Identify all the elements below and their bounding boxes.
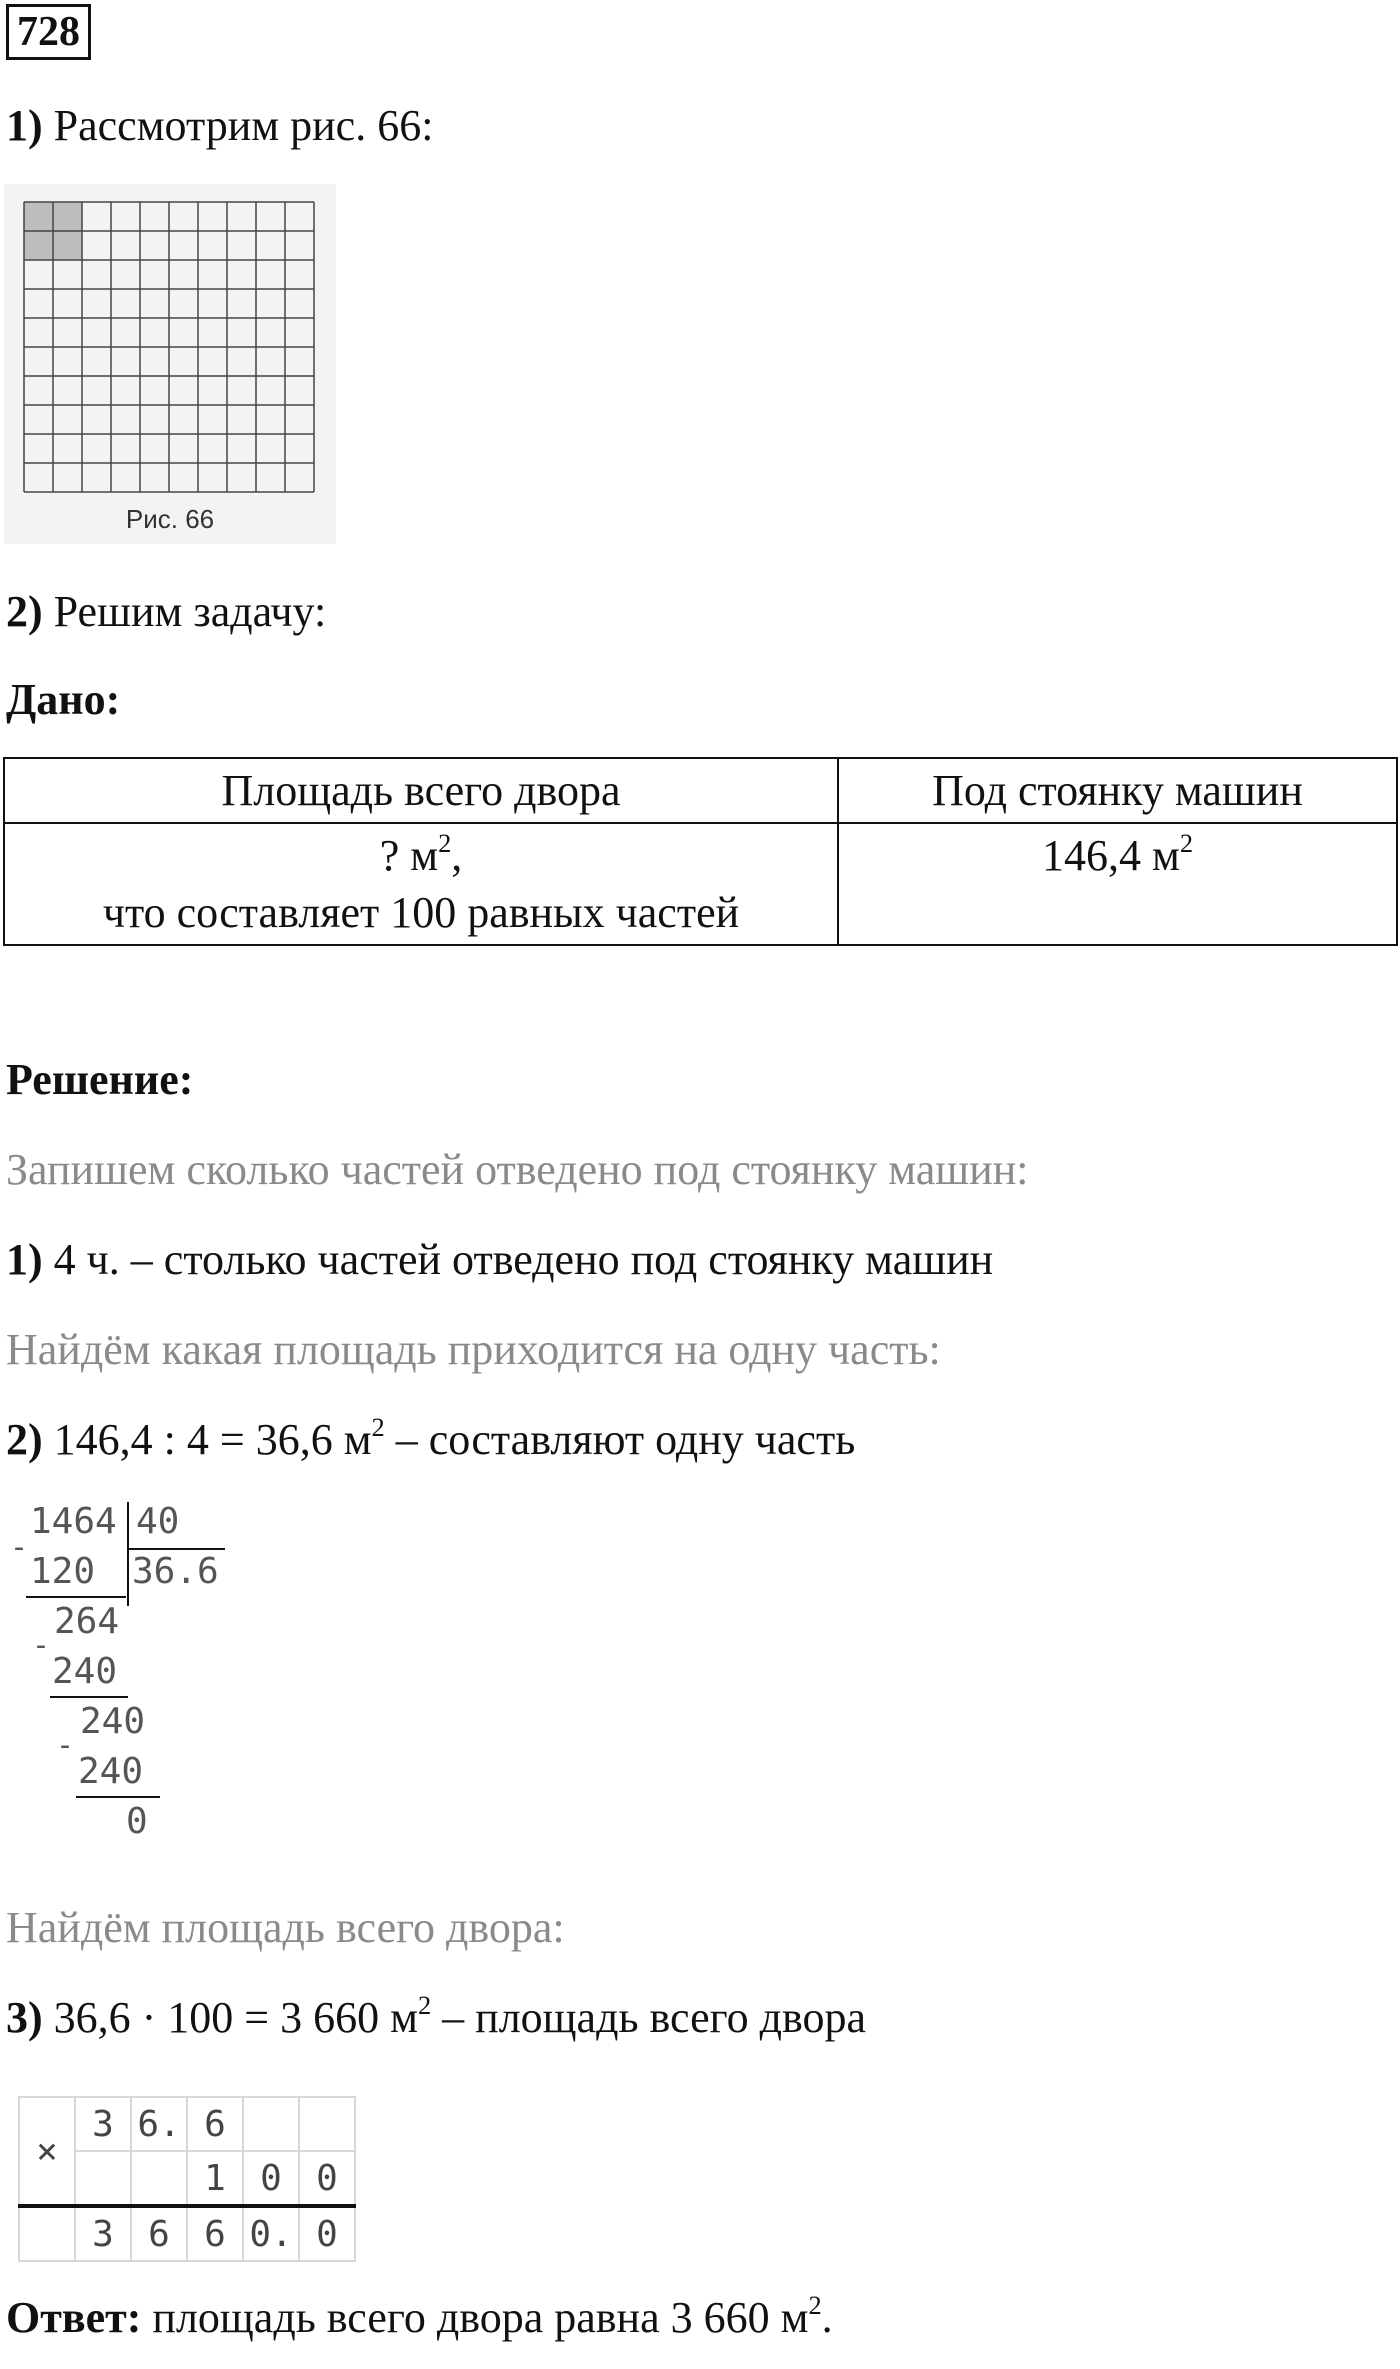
- hint-2: Найдём какая площадь приходится на одну часть:: [6, 1325, 941, 1374]
- answer-sup: 2: [808, 2290, 822, 2321]
- figure-caption: Рис. 66: [125, 504, 215, 534]
- answer-tail: .: [821, 2293, 833, 2342]
- solution-step1: [6, 1232, 993, 1288]
- answer-text: площадь всего двора равна 3 660 м: [141, 2293, 809, 2342]
- division-line-2: [50, 1696, 128, 1698]
- given-value-row: [4, 823, 1397, 945]
- solution-step1-number: 1): [6, 1235, 43, 1284]
- mult-cell: [243, 2097, 299, 2151]
- shaded-cell: [24, 202, 53, 231]
- mult-cell: 0: [299, 2206, 355, 2261]
- solution-step3: [6, 1990, 866, 2046]
- division-vertical-line: [127, 1502, 129, 1606]
- division-remainder-1: 264: [54, 1601, 120, 1642]
- solution-step2-tail: – составляют одну часть: [384, 1415, 856, 1464]
- division-final: 0: [126, 1801, 148, 1842]
- mult-cell: 0: [243, 2151, 299, 2206]
- value-total-sup: 2: [438, 828, 452, 859]
- hint-3: Найдём площадь всего двора:: [6, 1903, 565, 1952]
- division-minus-3: -: [56, 1728, 75, 1763]
- value-parking: [838, 823, 1397, 945]
- value-total-line2: что составляет 100 равных частей: [102, 888, 740, 937]
- mult-result-row: [19, 2206, 355, 2261]
- division-quotient: 36.6: [132, 1551, 219, 1592]
- mult-cell: 6.: [131, 2097, 187, 2151]
- value-total-line1: ? м: [379, 831, 439, 880]
- solution-step2-sup: 2: [371, 1412, 385, 1443]
- division-sub-3: 240: [78, 1751, 144, 1792]
- step1-line: [6, 98, 433, 154]
- answer-line: [6, 2290, 833, 2346]
- given-heading: Дано:: [6, 675, 121, 724]
- header-parking: Под стоянку машин: [838, 758, 1397, 823]
- mult-sign: ×: [19, 2097, 75, 2206]
- solution-step2: [6, 1412, 855, 1468]
- solution-step3-tail: – площадь всего двора: [431, 1993, 866, 2042]
- solution-step3-text: 36,6 · 100 = 3 660 м: [53, 1993, 418, 2042]
- solution-step2-text: 146,4 : 4 = 36,6 м: [53, 1415, 372, 1464]
- figure-66: [4, 184, 336, 544]
- value-parking-sup: 2: [1179, 828, 1194, 859]
- mult-cell: 0: [299, 2151, 355, 2206]
- division-divisor: 40: [136, 1501, 180, 1542]
- solution-heading: Решение:: [6, 1055, 194, 1104]
- step1-number: 1): [6, 101, 43, 150]
- given-header-row: [4, 758, 1397, 823]
- solution-step1-text: 4 ч. – столько частей отведено под стоянку машин: [53, 1235, 994, 1284]
- solution-step3-number: 3): [6, 1993, 43, 2042]
- answer-label: Ответ:: [6, 2293, 142, 2342]
- mult-cell: 0.: [243, 2206, 299, 2261]
- shaded-cell: [24, 231, 53, 260]
- mult-cell: 1: [187, 2151, 243, 2206]
- mult-cell: [19, 2206, 75, 2261]
- given-table: [3, 757, 1398, 946]
- mult-row-1: [19, 2097, 355, 2151]
- division-line-3: [76, 1796, 160, 1798]
- solution-step3-sup: 2: [417, 1990, 432, 2021]
- mult-cell: [131, 2151, 187, 2206]
- mult-cell: [75, 2151, 131, 2206]
- division-minus-2: -: [32, 1628, 51, 1663]
- step2-number: 2): [6, 587, 43, 636]
- division-dividend: 1464: [30, 1501, 117, 1542]
- mult-cell: 3: [75, 2097, 131, 2151]
- value-parking-text: 146,4 м: [1041, 831, 1180, 880]
- step2-line: [6, 584, 326, 640]
- mult-cell: 6: [131, 2206, 187, 2261]
- mult-cell: 6: [187, 2097, 243, 2151]
- mult-cell: [299, 2097, 355, 2151]
- mult-cell: 3: [75, 2206, 131, 2261]
- hint-1: Запишем сколько частей отведено под стоянку машин:: [6, 1145, 1029, 1194]
- long-division: [0, 1500, 260, 1860]
- header-total-area: Площадь всего двора: [4, 758, 838, 823]
- division-minus-1: -: [10, 1530, 29, 1565]
- value-total-area: [4, 823, 838, 945]
- shaded-cell: [53, 231, 82, 260]
- shaded-cell: [53, 202, 82, 231]
- multiplication-table: [18, 2096, 356, 2262]
- solution-step2-number: 2): [6, 1415, 43, 1464]
- mult-cell: 6: [187, 2206, 243, 2261]
- value-total-comma: ,: [451, 831, 463, 880]
- division-sub-1: 120: [30, 1551, 96, 1592]
- division-remainder-2: 240: [80, 1701, 146, 1742]
- division-sub-2: 240: [52, 1651, 118, 1692]
- step2-text: Решим задачу:: [53, 587, 327, 636]
- division-line-1: [26, 1596, 126, 1598]
- step1-text: Рассмотрим рис. 66:: [53, 101, 434, 150]
- grid-figure: [4, 184, 336, 544]
- problem-number: 728: [6, 4, 91, 60]
